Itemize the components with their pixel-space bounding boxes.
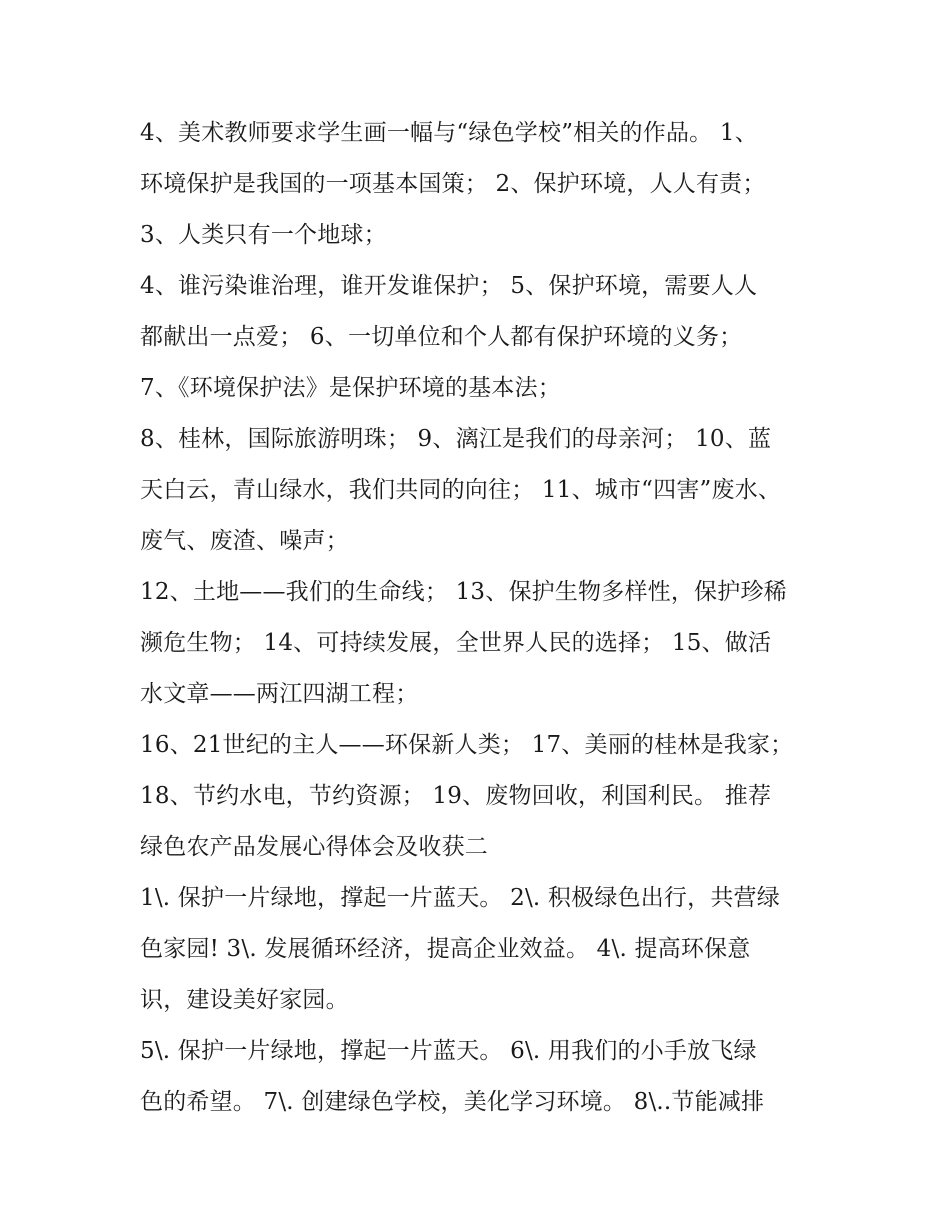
text-line: 7、《环境保护法》是保护环境的基本法； [140, 375, 561, 401]
text-line: 12、土地——我们的生命线； 13、保护生物多样性，保护珍稀 [140, 579, 787, 605]
text-line: 3、人类只有一个地球； [140, 222, 387, 248]
text-line: 色的希望。 7\. 创建绿色学校，美化学习环境。 8\..节能减排 [140, 1089, 765, 1115]
text-line: 天白云，青山绿水，我们共同的向往； 11、城市“四害”废水、 [140, 477, 782, 503]
text-line: 环境保护是我国的一项基本国策； 2、保护环境，人人有责； [140, 171, 766, 197]
text-line: 4、谁污染谁治理，谁开发谁保护； 5、保护环境，需要人人 [140, 273, 758, 299]
text-line: 色家园! 3\. 发展循环经济，提高企业效益。 4\. 提高环保意 [140, 936, 751, 962]
text-line: 濒危生物； 14、可持续发展，全世界人民的选择； 15、做活 [140, 630, 772, 656]
text-line: 废气、废渣、噪声； [140, 528, 349, 554]
text-line: 18、节约水电，节约资源； 19、废物回收，利国利民。 推荐 [140, 783, 772, 809]
text-line: 水文章——两江四湖工程； [140, 681, 419, 707]
text-line: 5\. 保护一片绿地，撑起一片蓝天。 6\. 用我们的小手放飞绿 [140, 1038, 757, 1064]
text-line: 识，建设美好家园。 [140, 987, 349, 1013]
text-line: 1\. 保护一片绿地，撑起一片蓝天。 2\. 积极绿色出行，共营绿 [140, 885, 780, 911]
text-line: 都献出一点爱； 6、一切单位和个人都有保护环境的义务； [140, 324, 743, 350]
text-line: 4、美术教师要求学生画一幅与“绿色学校”相关的作品。 1、 [140, 120, 758, 146]
text-line: 绿色农产品发展心得体会及收获二 [140, 834, 488, 860]
text-line: 8、桂林，国际旅游明珠； 9、漓江是我们的母亲河； 10、蓝 [140, 426, 772, 452]
text-line: 16、21世纪的主人——环保新人类； 17、美丽的桂林是我家； [140, 732, 794, 758]
document-body [140, 108, 820, 1128]
